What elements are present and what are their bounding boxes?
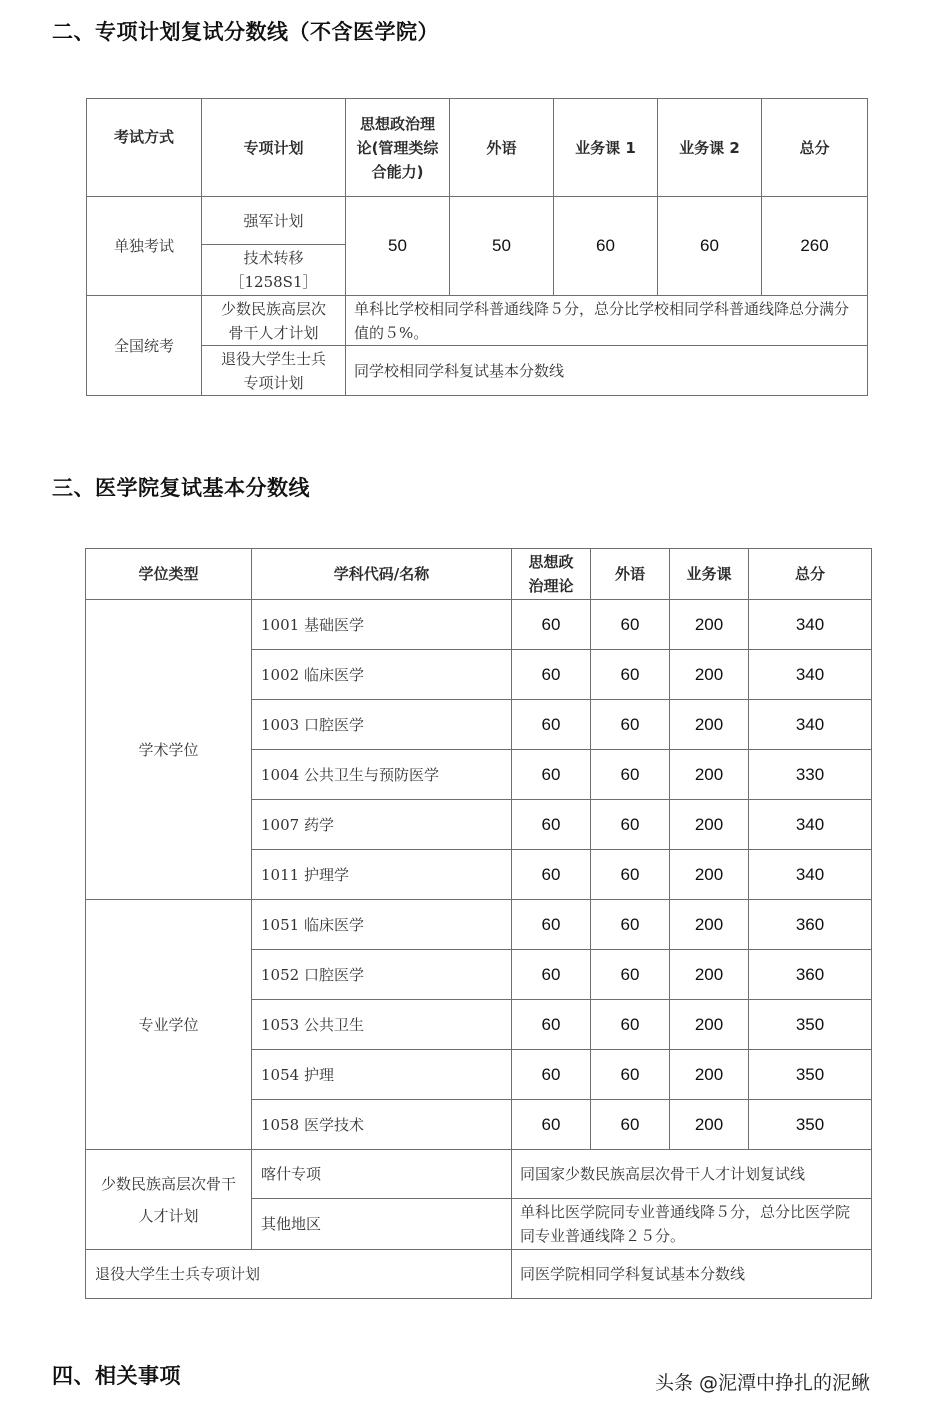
total-cell: 350 [749,1100,872,1150]
total-cell: 340 [749,850,872,900]
subject-cell: 1051 临床医学 [252,900,512,950]
section-heading-2: 二、专项计划复试分数线（不含医学院） [52,20,439,44]
veteran-plan-cell: 退役大学生士兵专项计划 [202,346,346,396]
plan-tech-transfer: 技术转移［1258S1］ [202,245,346,296]
subject-cell: 1002 临床医学 [252,650,512,700]
subject-cell: 1007 药学 [252,800,512,850]
total-cell: 350 [749,1050,872,1100]
section-heading-4: 四、相关事项 [52,1364,181,1388]
subject-cell: 1054 护理 [252,1050,512,1100]
politics-cell: 60 [512,950,591,1000]
watermark-text: 头条 @泥潭中挣扎的泥鳅 [655,1372,871,1394]
politics-cell: 60 [512,1100,591,1150]
total-cell: 340 [749,700,872,750]
minority-plan-cell: 少数民族高层次骨干人才计划 [202,296,346,346]
politics-cell: 60 [512,800,591,850]
total-cell: 340 [749,650,872,700]
minority-plan-cell: 少数民族高层次骨干人才计划 [86,1150,252,1250]
score-course1: 60 [554,197,658,296]
score-total: 260 [762,197,868,296]
total-cell: 360 [749,950,872,1000]
kashgar-cell: 喀什专项 [252,1150,512,1199]
total-cell: 350 [749,1000,872,1050]
politics-cell: 60 [512,600,591,650]
course-cell: 200 [670,900,749,950]
veteran-rule-cell: 同学校相同学科复试基本分数线 [346,346,868,396]
course-cell: 200 [670,1100,749,1150]
course-cell: 200 [670,1000,749,1050]
special-plan-score-table [86,98,868,396]
professional-degree-cell: 专业学位 [86,900,252,1150]
plan-qiangjun: 强军计划 [202,197,346,245]
header-course: 业务课 [670,549,749,600]
foreign-cell: 60 [591,1100,670,1150]
foreign-cell: 60 [591,950,670,1000]
politics-cell: 60 [512,700,591,750]
foreign-cell: 60 [591,700,670,750]
foreign-cell: 60 [591,850,670,900]
veteran-plan-cell: 退役大学生士兵专项计划 [86,1250,512,1299]
header-total: 总分 [762,99,868,197]
course-cell: 200 [670,800,749,850]
kashgar-rule-cell: 同国家少数民族高层次骨干人才计划复试线 [512,1150,872,1199]
foreign-cell: 60 [591,1050,670,1100]
politics-cell: 60 [512,750,591,800]
header-course2: 业务课 2 [658,99,762,197]
politics-cell: 60 [512,1000,591,1050]
header-politics: 思想政治理论(管理类综合能力) [346,99,450,197]
header-politics: 思想政治理论 [512,549,591,600]
medical-school-score-table [85,548,872,1299]
header-total: 总分 [749,549,872,600]
header-plan: 专项计划 [202,99,346,197]
score-course2: 60 [658,197,762,296]
total-cell: 360 [749,900,872,950]
foreign-cell: 60 [591,650,670,700]
header-course1: 业务课 1 [554,99,658,197]
course-cell: 200 [670,850,749,900]
national-exam-cell: 全国统考 [87,296,202,396]
header-subject: 学科代码/名称 [252,549,512,600]
subject-cell: 1052 口腔医学 [252,950,512,1000]
foreign-cell: 60 [591,750,670,800]
subject-cell: 1053 公共卫生 [252,1000,512,1050]
politics-cell: 60 [512,900,591,950]
foreign-cell: 60 [591,1000,670,1050]
course-cell: 200 [670,950,749,1000]
course-cell: 200 [670,1050,749,1100]
politics-cell: 60 [512,850,591,900]
foreign-cell: 60 [591,900,670,950]
academic-degree-cell: 学术学位 [86,600,252,900]
score-foreign: 50 [450,197,554,296]
other-regions-cell: 其他地区 [252,1199,512,1250]
course-cell: 200 [670,650,749,700]
separate-exam-cell: 单独考试 [87,197,202,296]
veteran-rule-cell: 同医学院相同学科复试基本分数线 [512,1250,872,1299]
subject-cell: 1004 公共卫生与预防医学 [252,750,512,800]
foreign-cell: 60 [591,800,670,850]
politics-cell: 60 [512,1050,591,1100]
score-politics: 50 [346,197,450,296]
course-cell: 200 [670,750,749,800]
total-cell: 340 [749,800,872,850]
course-cell: 200 [670,700,749,750]
subject-cell: 1058 医学技术 [252,1100,512,1150]
header-foreign: 外语 [450,99,554,197]
politics-cell: 60 [512,650,591,700]
minority-rule-cell: 单科比学校相同学科普通线降５分，总分比学校相同学科普通线降总分满分值的５%。 [346,296,868,346]
course-cell: 200 [670,600,749,650]
total-cell: 340 [749,600,872,650]
header-exam-mode: 考试方式 [87,99,202,197]
foreign-cell: 60 [591,600,670,650]
header-foreign: 外语 [591,549,670,600]
subject-cell: 1001 基础医学 [252,600,512,650]
total-cell: 330 [749,750,872,800]
section-heading-3: 三、医学院复试基本分数线 [52,476,310,500]
subject-cell: 1011 护理学 [252,850,512,900]
other-regions-rule-cell: 单科比医学院同专业普通线降５分，总分比医学院同专业普通线降２５分。 [512,1199,872,1250]
subject-cell: 1003 口腔医学 [252,700,512,750]
header-degree-type: 学位类型 [86,549,252,600]
